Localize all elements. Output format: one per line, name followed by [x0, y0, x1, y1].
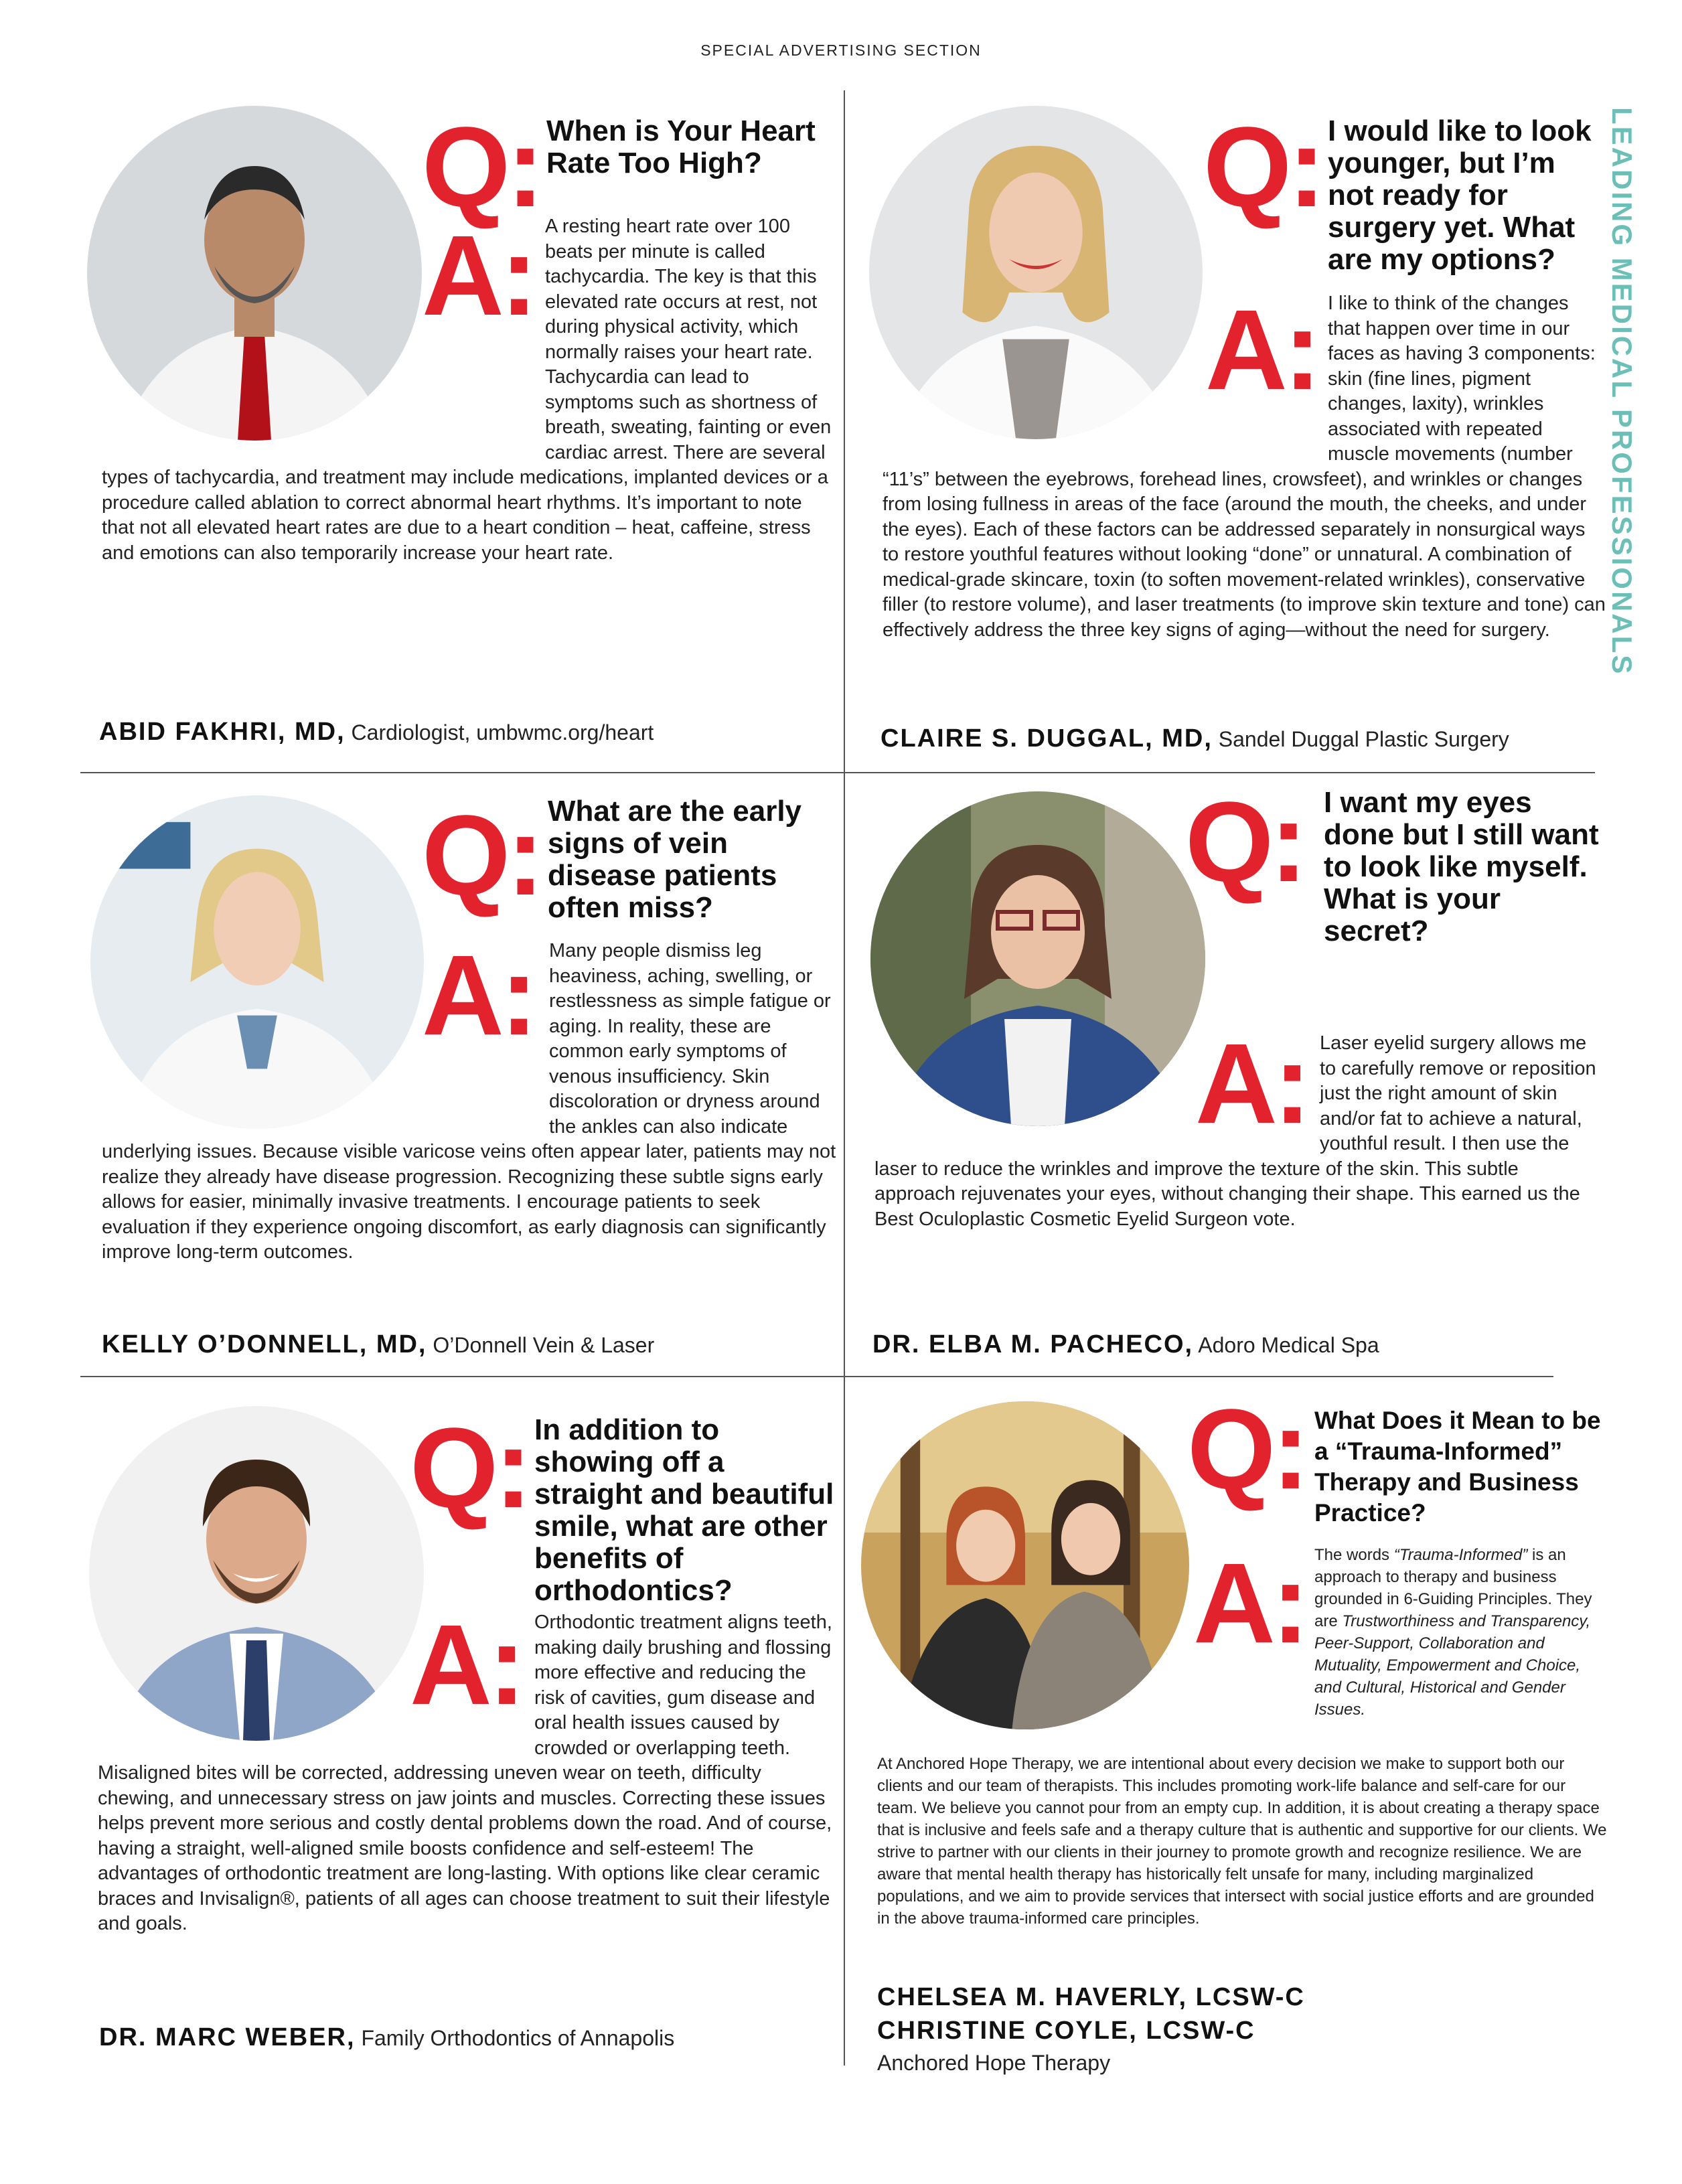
question-marker: Q: [1185, 779, 1304, 906]
answer-marker: A: [410, 1602, 522, 1729]
doctor-name: ABID FAKHRI, MD, [99, 718, 346, 746]
therapist-name: CHRISTINE COYLE, LCSW-C [877, 2017, 1255, 2045]
column-divider [844, 90, 845, 2065]
therapist-name: CHELSEA M. HAVERLY, LCSW-C [877, 1983, 1305, 2011]
question-marker: Q: [422, 792, 540, 919]
question-text: In addition to showing off a straight and beautiful smile, what are other benefits of orthodontics? [534, 1413, 834, 1607]
affiliation: Sandel Duggal Plastic Surgery [1218, 727, 1509, 751]
signature [102, 1330, 654, 1359]
row-divider [80, 772, 1595, 773]
answer-marker: A: [1195, 1020, 1308, 1148]
answer-text: I like to think of the changes that happen over time in our faces as having 3 components: skin (fine lines, pigment changes, laxity), wrinkles associated with repeated muscle movements (number “11’s” between the eyebrows, forehead lines, crowsfeet), and wrinkles or changes from losing fullness in areas of the face (around the mouth, the cheeks, and under the eyes). Each of these factors can be addressed separately in nonsurgical ways to restore youthful features without looking “done” or unnatural. A combination of medical-grade skincare, toxin (to soften movement-related wrinkles), conservative filler (to restore volume), and laser treatments (to improve skin texture and tone) can effectively address the three key signs of aging—without the need for surgery. [883, 293, 1606, 641]
section-header: SPECIAL ADVERTISING SECTION [700, 42, 982, 59]
side-title: LEADING MEDICAL PROFESSIONALS [1606, 107, 1638, 676]
doctor-name: DR. ELBA M. PACHECO, [872, 1330, 1194, 1358]
question-text: I would like to look younger, but I’m not ready for surgery yet. What are my options? [1328, 114, 1592, 276]
answer-text: A resting heart rate over 100 beats per minute is called tachycardia. The key is that this elevated rate occurs at rest, not during physical activity, which normally raises your heart rate. Tachycardia can lead to symptoms such as shortness of breath, sweating, fainting or even cardiac arrest. There are several types of tachycardia, and treatment may include medications, implanted devices or a procedure called ablation to correct abnormal heart rhythms. It’s important to note that not all elevated heart rates are due to a heart condition – heat, caffeine, stress and emotions can also temporarily increase your heart rate. [102, 216, 832, 564]
doctor-name: KELLY O’DONNELL, MD, [102, 1330, 427, 1358]
affiliation: Cardiologist, umbwmc.org/heart [351, 720, 654, 745]
answer-paragraph: At Anchored Hope Therapy, we are intentional about every decision we make to support both our clients and our team of therapists. This includes promoting work-life balance and self-care for our team. We believe you cannot pour from an empty cup. In addition, it is about creating a therapy space that is inclusive and feels safe and a therapy culture that is authentic and supportive for our clients. We strive to partner with our clients in their journey to promote growth and recognize resilience. We are aware that mental health therapy has historically felt unsafe for many, including marginalized populations, and we aim to provide services that intersect with social justice efforts and are grounded in the above trauma-informed care principles. [877, 1755, 1607, 1928]
affiliation: Family Orthodontics of Annapolis [361, 2026, 675, 2050]
answer-marker: A: [1205, 287, 1318, 414]
question-text: When is Your Heart Rate Too High? [546, 114, 816, 179]
question-marker: Q: [410, 1405, 528, 1532]
signature [881, 724, 1509, 753]
portrait-photo [861, 1401, 1189, 1729]
question-text: I want my eyes done but I still want to look like myself. What is your secret? [1324, 786, 1599, 947]
row-divider [80, 1376, 1553, 1377]
doctor-name: DR. MARC WEBER, [99, 2023, 356, 2051]
answer-marker: A: [422, 932, 534, 1059]
answer-marker: A: [422, 212, 534, 339]
affiliation: Adoro Medical Spa [1198, 1333, 1379, 1357]
answer-marker: A: [1193, 1540, 1306, 1667]
affiliation: Anchored Hope Therapy [877, 2051, 1111, 2075]
answer-text: The words “Trauma-Informed” is an approach to therapy and business grounded in 6-Guiding Principles. They are Trustworthiness and Transparency, Peer-Support, Collaboration and Mutuality, Empowerment and Choice, and Cultural, Historical and Gender Issues. [1314, 1546, 1592, 1719]
question-text: What are the early signs of vein disease patients often miss? [548, 795, 802, 924]
affiliation: O’Donnell Vein & Laser [433, 1333, 655, 1357]
signature [99, 718, 654, 747]
answer-text: Laser eyelid surgery allows me to carefully remove or reposition just the right amount of skin and/or fat to achieve a natural, youthful result. I then use the laser to reduce the wrinkles and improve the texture of the skin. This subtle approach rejuvenates your eyes, without changing their shape. This earned us the Best Oculoplastic Cosmetic Eyelid Surgeon vote. [874, 1032, 1596, 1230]
answer-text: Orthodontic treatment aligns teeth, making daily brushing and flossing more effective and reducing the risk of cavities, gum disease and oral health issues caused by crowded or overlapping teeth. Misaligned bites will be corrected, addressing uneven wear on teeth, difficulty chewing, and unnecessary stress on jaw joints and muscles. Correcting these issues helps prevent more serious and costly dental problems down the road. And of course, having a straight, well-aligned smile boosts confidence and self-esteem! The advantages of orthodontic treatment are long-lasting. With options like clear ceramic braces and Invisalign®, patients of all ages can choose treatment to suit their lifestyle and goals. [98, 1612, 832, 1934]
question-text: What Does it Mean to be a “Trauma-Informed” Therapy and Business Practice? [1314, 1407, 1601, 1527]
question-marker: Q: [422, 104, 540, 231]
question-marker: Q: [1203, 104, 1322, 231]
question-marker: Q: [1187, 1386, 1306, 1513]
signature [872, 1330, 1379, 1359]
signature [99, 2023, 674, 2052]
answer-text: Many people dismiss leg heaviness, aching, swelling, or restlessness as simple fatigue or aging. In reality, these are common early symptoms of venous insufficiency. Skin discoloration or dryness around the ankles can also indicate underlying issues. Because visible varicose veins often appear later, patients may not realize they already have disease progression. Recognizing these subtle signs early allows for easier, minimally invasive treatments. I encourage patients to seek evaluation if they experience ongoing discomfort, as early diagnosis can significantly improve long-term outcomes. [102, 940, 836, 1263]
doctor-name: CLAIRE S. DUGGAL, MD, [881, 724, 1213, 753]
